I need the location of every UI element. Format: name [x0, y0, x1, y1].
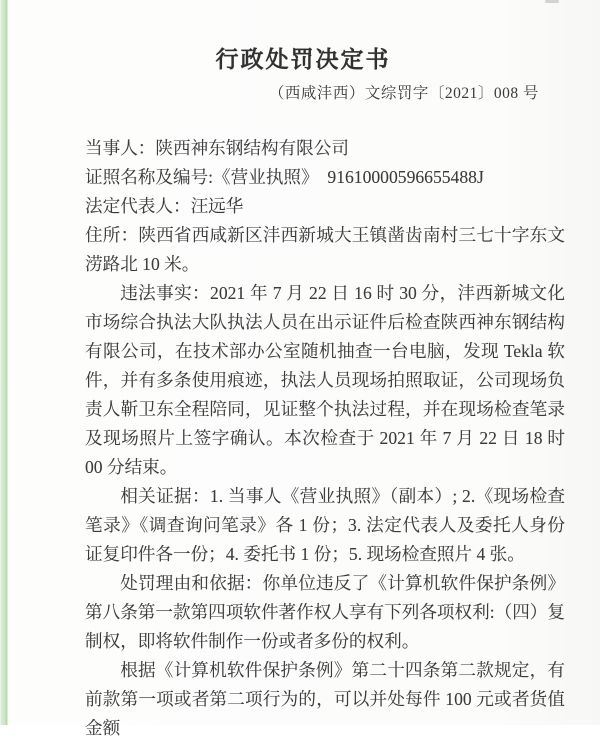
legal-representative-line: 法定代表人：汪远华 [85, 196, 244, 216]
document-title: 行政处罚决定书 [215, 47, 391, 72]
document-body [85, 134, 565, 743]
paragraph-evidence: 相关证据：1. 当事人《营业执照》（副本）; 2.《现场检查笔录》《调查询问笔录》各 1 份；3. 法定代表人及委托人身份证复印件各一份；4. 委托书 1 份；5. 现场检查照片 4 张。 [85, 486, 565, 564]
scan-artifact [545, 0, 559, 3]
document-number: （西咸沣西）文综罚字〔2021〕008 号 [268, 85, 539, 102]
address-line: 住所：陕西省西咸新区沣西新城大王镇凿齿南村三七十字东文涝路北 10 米。 [85, 225, 565, 274]
document-content [85, 46, 565, 743]
paragraph-facts: 违法事实：2021 年 7 月 22 日 16 时 30 分，沣西新城文化市场综合执法大队执法人员在出示证件后检查陕西神东钢结构有限公司，在技术部办公室随机抽查一台电脑，发现 Tekla 软件，并有多条使用痕迹，执法人员现场拍照取证，公司现场负责人靳卫东全程陪同，见证整个执法过程，并在现场检查笔录及现场照片上签字确认。本次检查于 2021 年 7 月 22 日 18 时 00 分结束。 [85, 283, 565, 477]
paragraph-regulation: 根据《计算机软件保护条例》第二十四条第二款规定，有前款第一项或者第二项行为的，可以并处每件 100 元或者货值金额 [85, 660, 565, 738]
scan-edge-strip [0, 0, 8, 725]
party-line: 当事人：陕西神东钢结构有限公司 [85, 138, 349, 158]
paragraph-reason-basis: 处罚理由和依据：你单位违反了《计算机软件保护条例》第八条第一款第四项软件著作权人享有下列各项权利:（四）复制权，即将软件制作一份或者多份的权利。 [85, 573, 565, 651]
license-line: 证照名称及编号:《营业执照》 91610000596655488J [85, 167, 484, 187]
